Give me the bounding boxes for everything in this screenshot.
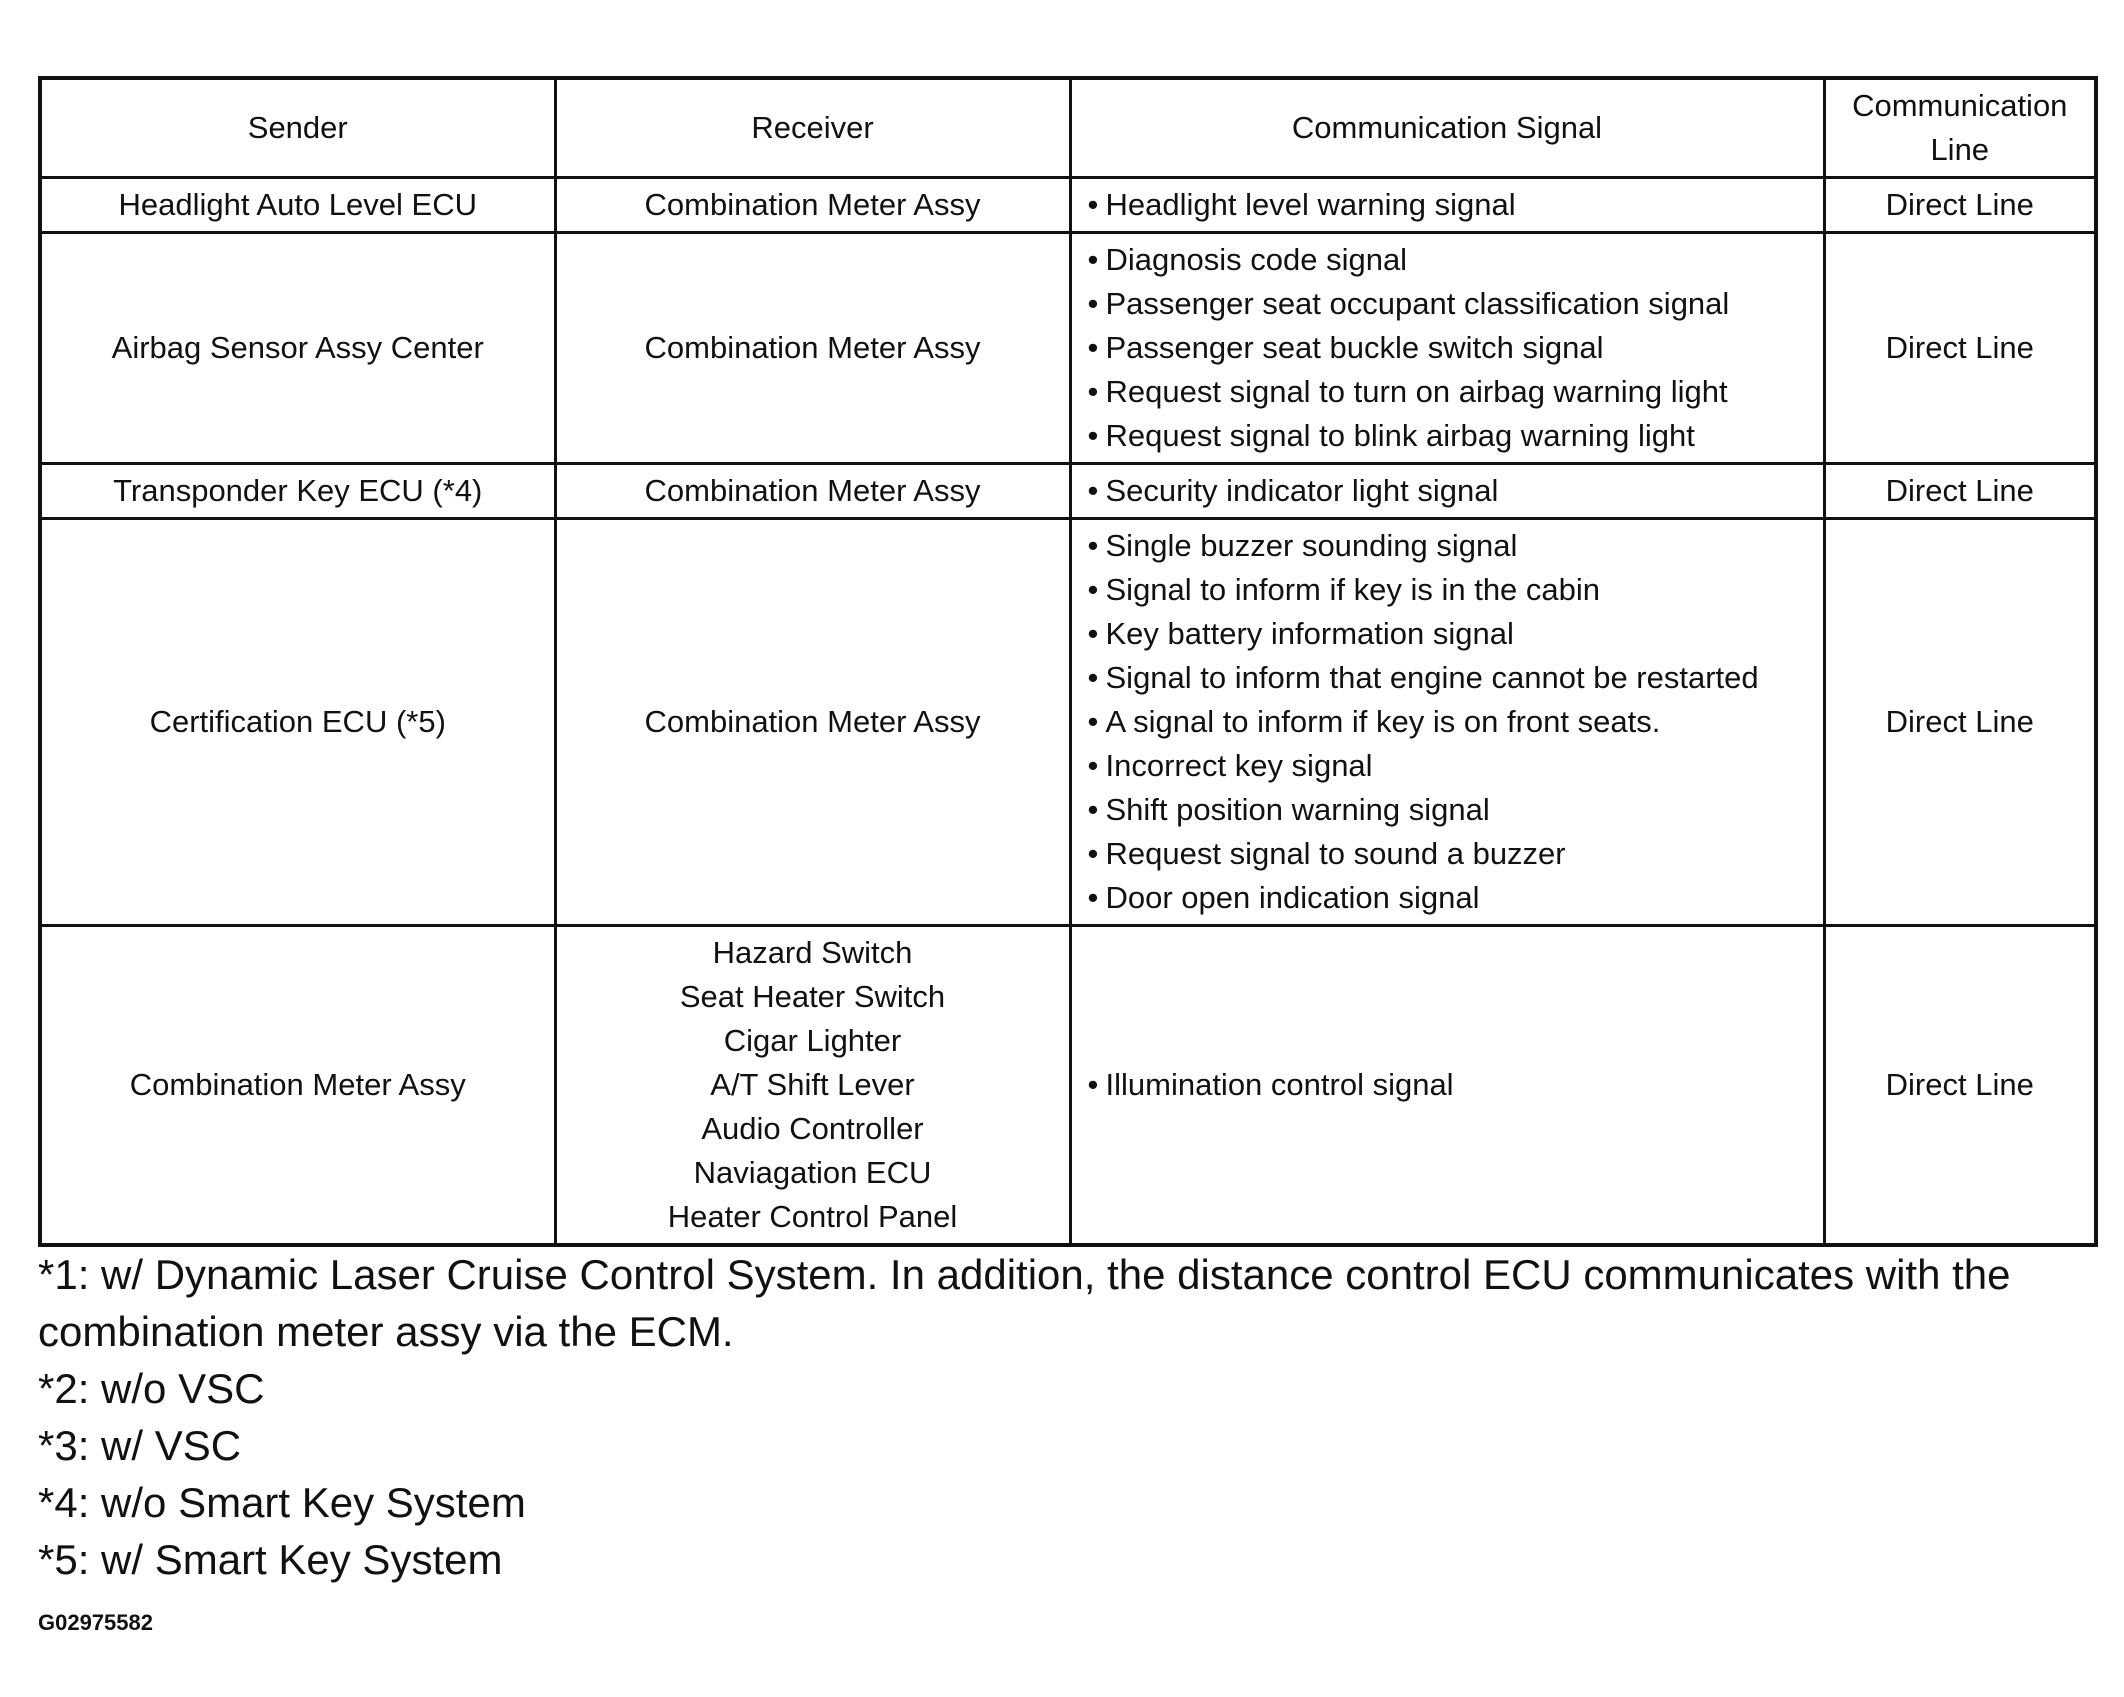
signal-item: • A signal to inform if key is on front seats. [1088,700,1813,744]
signal-item: • Passenger seat buckle switch signal [1088,326,1813,370]
receiver-cell [555,233,1070,464]
header-line-top: Communication [1852,88,2068,123]
signal-item: • Signal to inform that engine cannot be restarted [1088,656,1813,700]
communication-table [38,76,2098,1247]
receiver-item: Heater Control Panel [667,1199,958,1234]
header-signal: Communication Signal [1070,78,1824,178]
signal-item: • Passenger seat occupant classification signal [1088,282,1813,326]
signal-item: • Single buzzer sounding signal [1088,524,1813,568]
line-cell: Direct Line [1824,926,2096,1246]
table-row [40,519,2096,926]
header-receiver: Receiver [555,78,1070,178]
signal-item: • Incorrect key signal [1088,744,1813,788]
footnote: *4: w/o Smart Key System [38,1479,526,1526]
table-row [40,464,2096,519]
signal-cell [1070,233,1824,464]
signal-item: • Illumination control signal [1088,1063,1813,1107]
line-cell: Direct Line [1824,233,2096,464]
header-row [40,78,2096,178]
signal-list [1088,238,1813,458]
line-cell: Direct Line [1824,464,2096,519]
sender-cell: Combination Meter Assy [40,926,555,1246]
receiver-cell [555,519,1070,926]
receiver-item: Combination Meter Assy [644,187,981,222]
receiver-item: Cigar Lighter [723,1023,902,1058]
signal-item: • Headlight level warning signal [1088,183,1813,227]
receiver-cell [555,178,1070,233]
receiver-item: Combination Meter Assy [644,330,981,365]
signal-item: • Door open indication signal [1088,876,1813,920]
receiver-item: Hazard Switch [712,935,913,970]
signal-cell [1070,926,1824,1246]
footnote: *2: w/o VSC [38,1365,265,1412]
receiver-item: Seat Heater Switch [679,979,946,1014]
table-row [40,233,2096,464]
table-row [40,926,2096,1246]
signal-list [1088,469,1813,513]
receiver-item: Combination Meter Assy [644,473,981,508]
header-sender: Sender [40,78,555,178]
receiver-list [567,183,1059,227]
header-line-bottom: Line [1930,132,1990,167]
receiver-item: Audio Controller [701,1111,924,1146]
receiver-item: Combination Meter Assy [644,704,981,739]
table-body [40,178,2096,1246]
footnotes [38,1246,2098,1588]
signal-item: • Shift position warning signal [1088,788,1813,832]
receiver-item: Naviagation ECU [693,1155,932,1190]
signal-cell [1070,178,1824,233]
signal-item: • Signal to inform if key is in the cabin [1088,568,1813,612]
sender-cell: Airbag Sensor Assy Center [40,233,555,464]
sender-cell: Headlight Auto Level ECU [40,178,555,233]
signal-list [1088,524,1813,920]
receiver-list [567,326,1059,370]
signal-cell [1070,519,1824,926]
signal-item: • Key battery information signal [1088,612,1813,656]
receiver-list [567,700,1059,744]
receiver-item: A/T Shift Lever [710,1067,915,1102]
footnote: *5: w/ Smart Key System [38,1536,503,1583]
signal-item: • Request signal to blink airbag warning light [1088,414,1813,458]
signal-item: • Diagnosis code signal [1088,238,1813,282]
sender-cell: Certification ECU (*5) [40,519,555,926]
table-row [40,178,2096,233]
footnote: *3: w/ VSC [38,1422,242,1469]
signal-list [1088,183,1813,227]
document-id: G02975582 [38,1610,153,1635]
receiver-list [567,469,1059,513]
line-cell: Direct Line [1824,519,2096,926]
sender-cell: Transponder Key ECU (*4) [40,464,555,519]
line-cell: Direct Line [1824,178,2096,233]
signal-item: • Security indicator light signal [1088,469,1813,513]
signal-list [1088,1063,1813,1107]
receiver-list [567,931,1059,1239]
receiver-cell [555,926,1070,1246]
signal-item: • Request signal to sound a buzzer [1088,832,1813,876]
footnote: *1: w/ Dynamic Laser Cruise Control System. In addition, the distance control ECU communicates with the combination meter assy via the ECM. [38,1251,2011,1355]
header-line [1824,78,2096,178]
signal-item: • Request signal to turn on airbag warning light [1088,370,1813,414]
receiver-cell [555,464,1070,519]
signal-cell [1070,464,1824,519]
